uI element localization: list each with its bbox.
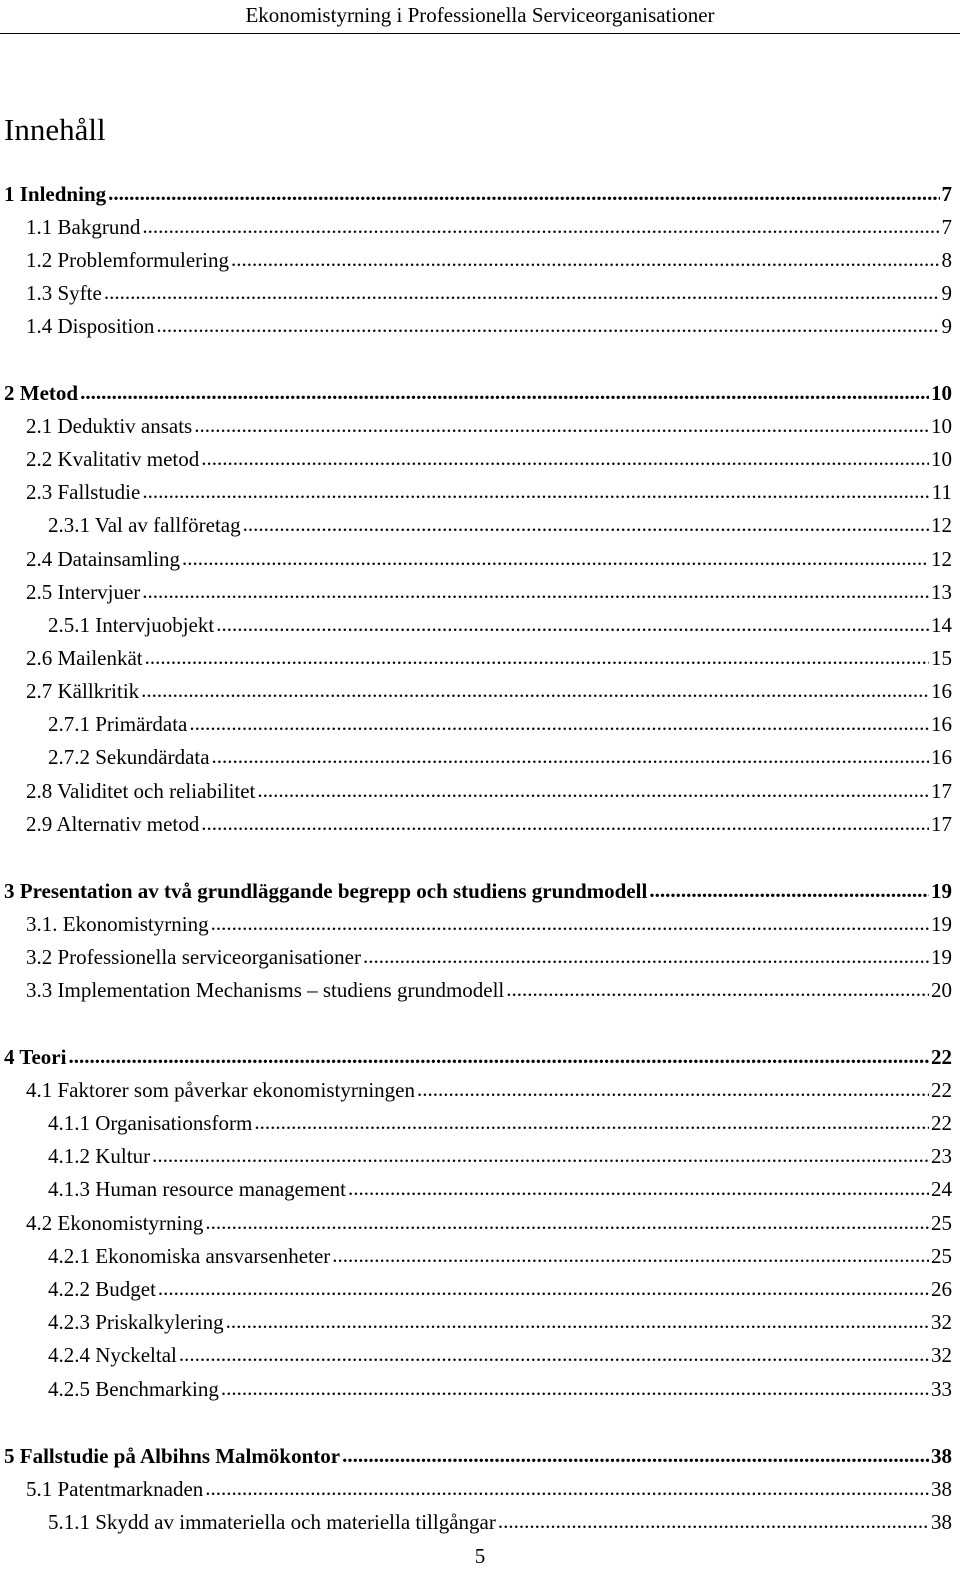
toc-entry-label: 4.2.2 Budget bbox=[48, 1277, 156, 1301]
toc-entry-label: 4.1.3 Human resource management bbox=[48, 1177, 346, 1201]
toc-entry-page: 11 bbox=[931, 480, 952, 504]
toc-entry-page: 22 bbox=[931, 1045, 952, 1069]
toc-entry-page: 9 bbox=[941, 314, 952, 338]
toc-entry-page: 38 bbox=[931, 1477, 952, 1501]
dot-leader bbox=[201, 810, 929, 831]
dot-leader bbox=[141, 677, 929, 698]
toc-entry[interactable] bbox=[48, 743, 952, 771]
toc-entry-page: 12 bbox=[931, 547, 952, 571]
toc-entry-page: 12 bbox=[931, 513, 952, 537]
toc-entry-label: 3 Presentation av två grundläggande begrepp och studiens grundmodell bbox=[4, 879, 648, 903]
toc-entry-label: 1.1 Bakgrund bbox=[26, 215, 141, 239]
toc-entry-label: 2.7.1 Primärdata bbox=[48, 712, 188, 736]
toc-entry-page: 24 bbox=[931, 1177, 952, 1201]
toc-entry-page: 7 bbox=[941, 182, 952, 206]
toc-entry-label: 4.1.2 Kultur bbox=[48, 1144, 151, 1168]
toc-entry[interactable] bbox=[26, 777, 952, 805]
toc-entry[interactable] bbox=[26, 213, 952, 241]
toc-entry-page: 38 bbox=[931, 1444, 952, 1468]
toc-entry-label: 4.1.1 Organisationsform bbox=[48, 1111, 253, 1135]
dot-leader bbox=[156, 312, 939, 333]
toc-entry-label: 2.1 Deduktiv ansats bbox=[26, 414, 193, 438]
toc-entry-label: 4.2 Ekonomistyrning bbox=[26, 1211, 204, 1235]
toc-entry[interactable] bbox=[26, 1209, 952, 1237]
toc-entry-page: 8 bbox=[941, 248, 952, 272]
toc-entry[interactable] bbox=[48, 1242, 952, 1270]
toc-entry-label: 2.2 Kvalitativ metod bbox=[26, 447, 200, 471]
toc-entry-page: 17 bbox=[931, 812, 952, 836]
toc-entry-page: 14 bbox=[931, 613, 952, 637]
dot-leader bbox=[221, 1375, 929, 1396]
toc-entry[interactable] bbox=[26, 246, 952, 274]
toc-entry-label: 4.1 Faktorer som påverkar ekonomistyrningen bbox=[26, 1078, 415, 1102]
toc-entry-page: 32 bbox=[931, 1343, 952, 1367]
toc-entry-label: 4.2.5 Benchmarking bbox=[48, 1377, 219, 1401]
toc-entry-label: 3.1. Ekonomistyrning bbox=[26, 912, 209, 936]
header-rule bbox=[0, 33, 960, 34]
dot-leader bbox=[205, 1475, 929, 1496]
toc-entry-page: 16 bbox=[931, 745, 952, 769]
toc-entry-page: 10 bbox=[931, 414, 952, 438]
toc-entry-label: 5 Fallstudie på Albihns Malmökontor bbox=[4, 1444, 341, 1468]
toc-entry-label: 4.2.3 Priskalkylering bbox=[48, 1310, 224, 1334]
toc-entry-page: 19 bbox=[931, 945, 952, 969]
toc-entry[interactable] bbox=[26, 578, 952, 606]
toc-entry-label: 4.2.4 Nyckeltal bbox=[48, 1343, 177, 1367]
toc-entry-label: 1.2 Problemformulering bbox=[26, 248, 229, 272]
toc-entry-label: 3.2 Professionella serviceorganisationer bbox=[26, 945, 361, 969]
dot-leader bbox=[194, 412, 929, 433]
dot-leader bbox=[417, 1076, 929, 1097]
toc-entry-page: 22 bbox=[931, 1078, 952, 1102]
dot-leader bbox=[342, 1442, 929, 1463]
dot-leader bbox=[254, 1109, 929, 1130]
dot-leader bbox=[158, 1275, 929, 1296]
toc-entry-page: 22 bbox=[931, 1111, 952, 1135]
toc-entry-label: 1 Inledning bbox=[4, 182, 107, 206]
toc-title: Innehåll bbox=[4, 112, 106, 147]
dot-leader bbox=[145, 644, 929, 665]
dot-leader bbox=[231, 246, 940, 267]
toc-entry-page: 13 bbox=[931, 580, 952, 604]
toc-entry-label: 2 Metod bbox=[4, 381, 79, 405]
dot-leader bbox=[506, 976, 929, 997]
toc-entry-label: 4.2.1 Ekonomiska ansvarsenheter bbox=[48, 1244, 331, 1268]
toc-entry-page: 16 bbox=[931, 712, 952, 736]
toc-entry-page: 17 bbox=[931, 779, 952, 803]
toc-entry-page: 19 bbox=[931, 912, 952, 936]
toc-entry-label: 1.3 Syfte bbox=[26, 281, 102, 305]
dot-leader bbox=[649, 877, 929, 898]
toc-entry[interactable] bbox=[4, 1043, 952, 1071]
toc-entry[interactable] bbox=[26, 279, 952, 307]
toc-entry-label: 2.7 Källkritik bbox=[26, 679, 140, 703]
toc-entry[interactable] bbox=[26, 312, 952, 340]
toc-entry[interactable] bbox=[48, 1508, 952, 1536]
toc-entry-label: 1.4 Disposition bbox=[26, 314, 155, 338]
dot-leader bbox=[226, 1308, 929, 1329]
dot-leader bbox=[104, 279, 940, 300]
toc-entry-label: 2.8 Validitet och reliabilitet bbox=[26, 779, 256, 803]
toc-entry[interactable] bbox=[48, 511, 952, 539]
toc-entry[interactable] bbox=[48, 1109, 952, 1137]
dot-leader bbox=[142, 578, 929, 599]
dot-leader bbox=[363, 943, 929, 964]
dot-leader bbox=[348, 1175, 929, 1196]
toc-entry[interactable] bbox=[26, 1475, 952, 1503]
toc-entry-page: 33 bbox=[931, 1377, 952, 1401]
toc-entry-label: 2.5 Intervjuer bbox=[26, 580, 141, 604]
toc-entry-label: 2.3 Fallstudie bbox=[26, 480, 141, 504]
toc-entry[interactable] bbox=[48, 611, 952, 639]
toc-entry[interactable] bbox=[4, 877, 952, 905]
toc-entry[interactable] bbox=[26, 412, 952, 440]
dot-leader bbox=[68, 1043, 929, 1064]
toc-entry-label: 5.1.1 Skydd av immateriella och materiella tillgångar bbox=[48, 1510, 496, 1534]
toc-entry-page: 25 bbox=[931, 1211, 952, 1235]
dot-leader bbox=[152, 1142, 929, 1163]
dot-leader bbox=[142, 478, 929, 499]
toc-entry[interactable] bbox=[26, 810, 952, 838]
toc-entry-label: 3.3 Implementation Mechanisms – studiens grundmodell bbox=[26, 978, 505, 1002]
running-header: Ekonomistyrning i Professionella Serviceorganisationer bbox=[245, 3, 715, 27]
dot-leader bbox=[205, 1209, 929, 1230]
toc-entry[interactable] bbox=[48, 1142, 952, 1170]
toc-entry[interactable] bbox=[26, 445, 952, 473]
dot-leader bbox=[189, 710, 929, 731]
toc-entry-page: 10 bbox=[931, 447, 952, 471]
toc-entry-page: 20 bbox=[931, 978, 952, 1002]
dot-leader bbox=[243, 511, 929, 532]
dot-leader bbox=[211, 910, 929, 931]
toc-entry-page: 19 bbox=[931, 879, 952, 903]
page-number: 5 bbox=[474, 1544, 486, 1568]
toc-entry-page: 10 bbox=[931, 381, 952, 405]
toc-entry-label: 2.7.2 Sekundärdata bbox=[48, 745, 210, 769]
dot-leader bbox=[332, 1242, 929, 1263]
toc-entry-label: 4 Teori bbox=[4, 1045, 67, 1069]
toc-entry-page: 16 bbox=[931, 679, 952, 703]
toc-entry-page: 15 bbox=[931, 646, 952, 670]
dot-leader bbox=[182, 545, 929, 566]
toc-entry-page: 26 bbox=[931, 1277, 952, 1301]
dot-leader bbox=[498, 1508, 929, 1529]
dot-leader bbox=[108, 180, 939, 201]
toc-entry[interactable] bbox=[48, 1341, 952, 1369]
toc-entry[interactable] bbox=[26, 910, 952, 938]
dot-leader bbox=[201, 445, 929, 466]
dot-leader bbox=[257, 777, 929, 798]
toc-entry-label: 2.5.1 Intervjuobjekt bbox=[48, 613, 215, 637]
toc-entry-label: 2.6 Mailenkät bbox=[26, 646, 143, 670]
toc-entry-label: 2.9 Alternativ metod bbox=[26, 812, 200, 836]
toc-entry[interactable] bbox=[48, 1275, 952, 1303]
toc-entry[interactable] bbox=[26, 1076, 952, 1104]
toc-entry-page: 38 bbox=[931, 1510, 952, 1534]
toc-entry-page: 9 bbox=[941, 281, 952, 305]
toc-entry-page: 23 bbox=[931, 1144, 952, 1168]
toc-entry[interactable] bbox=[48, 1308, 952, 1336]
toc-entry[interactable] bbox=[48, 1375, 952, 1403]
toc-entry[interactable] bbox=[26, 478, 952, 506]
toc-entry[interactable] bbox=[4, 1442, 952, 1470]
toc-entry[interactable] bbox=[26, 677, 952, 705]
toc-entry[interactable] bbox=[26, 644, 952, 672]
dot-leader bbox=[179, 1341, 929, 1362]
toc-entry-label: 2.4 Datainsamling bbox=[26, 547, 180, 571]
dot-leader bbox=[80, 379, 929, 400]
toc-entry[interactable] bbox=[26, 943, 952, 971]
toc-entry[interactable] bbox=[48, 1175, 952, 1203]
toc-entry-label: 5.1 Patentmarknaden bbox=[26, 1477, 204, 1501]
toc-entry[interactable] bbox=[26, 545, 952, 573]
toc-entry-page: 7 bbox=[941, 215, 952, 239]
toc-entry-label: 2.3.1 Val av fallföretag bbox=[48, 513, 241, 537]
dot-leader bbox=[142, 213, 939, 234]
dot-leader bbox=[216, 611, 929, 632]
toc-entry-page: 32 bbox=[931, 1310, 952, 1334]
toc-entry[interactable] bbox=[48, 710, 952, 738]
toc-entry[interactable] bbox=[4, 379, 952, 407]
toc-entry-page: 25 bbox=[931, 1244, 952, 1268]
toc-entry[interactable] bbox=[26, 976, 952, 1004]
dot-leader bbox=[212, 743, 929, 764]
toc-entry[interactable] bbox=[4, 180, 952, 208]
